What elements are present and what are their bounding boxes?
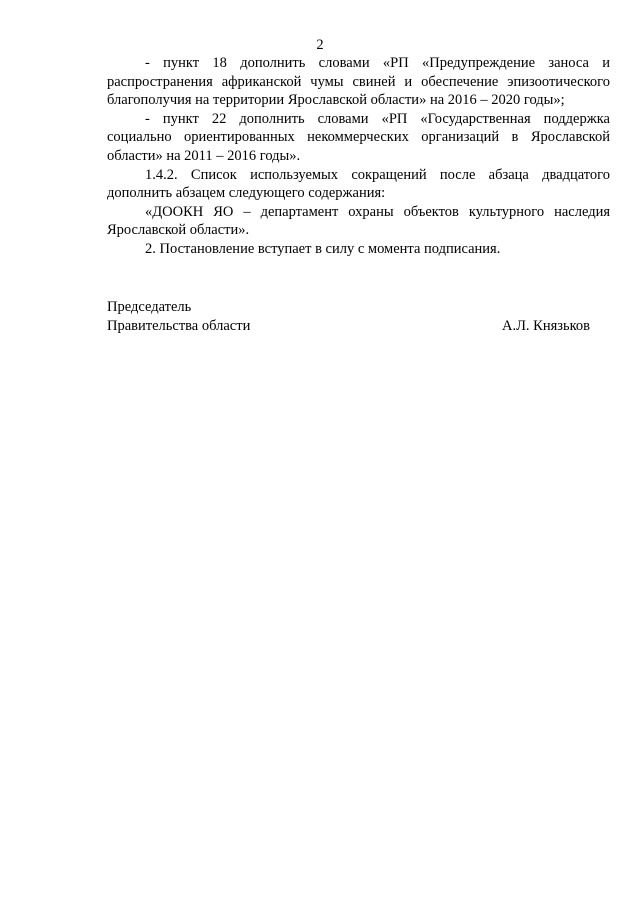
paragraph-item-18: - пункт 18 дополнить словами «РП «Предупреждение заноса и распространения африканской чумы свиней и обеспечение эпизоотического благополучия на территории Ярославской области» на 2016 – 2020 годы»; xyxy=(107,55,610,109)
paragraph-abbreviation: «ДООКН ЯО – департамент охраны объектов культурного наследия Ярославской области». xyxy=(107,203,610,239)
paragraph-effective-date: 2. Постановление вступает в силу с момента подписания. xyxy=(145,240,501,257)
signatory-position-line1: Председатель xyxy=(107,299,192,315)
document-body xyxy=(107,54,610,259)
signatory-name: А.Л. Князьков xyxy=(501,317,590,334)
signatory-position-line2: Правительства области xyxy=(107,317,251,334)
signature-block xyxy=(107,298,590,335)
signature-row xyxy=(107,317,590,336)
paragraph-1-4-2: 1.4.2. Список используемых сокращений после абзаца двадцатого дополнить абзацем следующего содержания: xyxy=(107,166,610,202)
paragraph-item-22: - пункт 22 дополнить словами «РП «Государственная поддержка социально ориентированных некоммерческих организаций в Ярославской области» на 2011 – 2016 годы». xyxy=(107,110,610,164)
page-number: 2 xyxy=(316,37,324,53)
